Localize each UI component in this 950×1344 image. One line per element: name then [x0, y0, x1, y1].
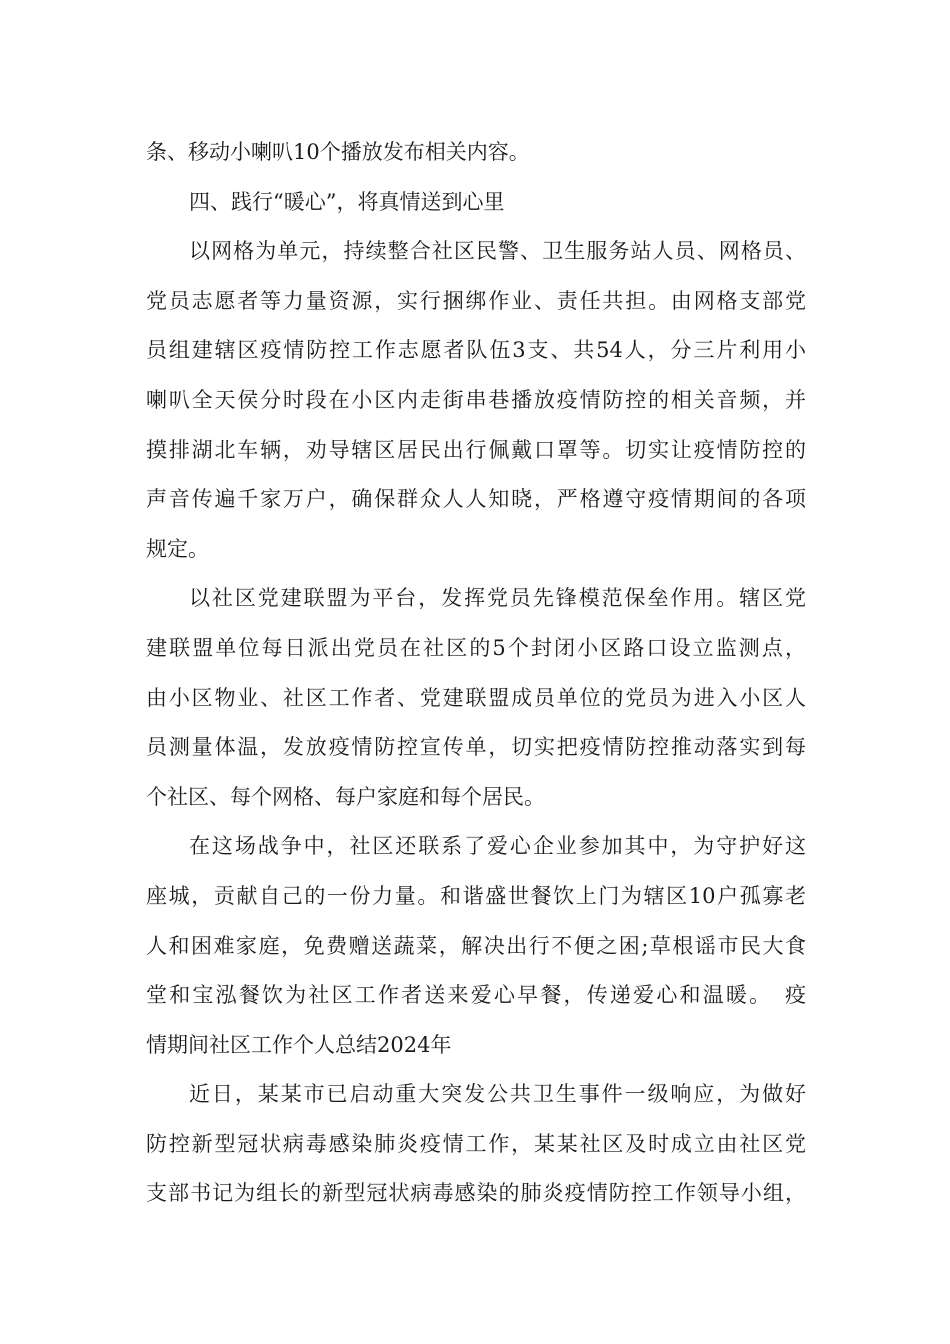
text-line: 以网格为单元，持续整合社区民警、卫生服务站人员、网格员、 — [189, 239, 806, 264]
text-line: 支部书记为组长的新型冠状病毒感染的肺炎疫情防控工作领导小组， — [146, 1181, 806, 1206]
text-line: 党员志愿者等力量资源，实行捆绑作业、责任共担。由网格支部党 — [146, 288, 806, 313]
text-line: 人和困难家庭，免费赠送蔬菜，解决出行不便之困;草根谣市民大食 — [146, 933, 806, 958]
text-line: 座城，贡献自己的一份力量。和谐盛世餐饮上门为辖区10户孤寡老 — [146, 883, 806, 908]
text-line: 条、移动小喇叭10个播放发布相关内容。 — [146, 140, 530, 164]
text-line: 堂和宝泓餐饮为社区工作者送来爱心早餐，传递爱心和温暖。 疫 — [146, 983, 806, 1008]
text-line: 个社区、每个网格、每户家庭和每个居民。 — [146, 784, 545, 809]
text-line: 建联盟单位每日派出党员在社区的5个封闭小区路口设立监测点， — [146, 635, 806, 660]
text-line: 防控新型冠状病毒感染肺炎疫情工作，某某社区及时成立由社区党 — [146, 1131, 806, 1156]
text-line: 近日，某某市已启动重大突发公共卫生事件一级响应，为做好 — [189, 1082, 806, 1107]
text-line: 员测量体温，发放疫情防控宣传单，切实把疫情防控推动落实到每 — [146, 735, 806, 760]
section-title: 情期间社区工作个人总结2024年 — [146, 1032, 452, 1057]
text-line: 在这场战争中，社区还联系了爱心企业参加其中，为守护好这 — [189, 834, 806, 859]
section-heading: 四、践行“暖心”，将真情送到心里 — [189, 189, 505, 214]
text-line: 由小区物业、社区工作者、党建联盟成员单位的党员为进入小区人 — [146, 685, 806, 710]
text-line: 员组建辖区疫情防控工作志愿者队伍3支、共54人，分三片利用小 — [146, 338, 806, 363]
text-line: 声音传遍千家万户，确保群众人人知晓，严格遵守疫情期间的各项 — [146, 487, 806, 512]
text-line: 喇叭全天侯分时段在小区内走街串巷播放疫情防控的相关音频，并 — [146, 387, 806, 412]
body-text — [146, 128, 806, 1219]
text-line: 摸排湖北车辆，劝导辖区居民出行佩戴口罩等。切实让疫情防控的 — [146, 437, 806, 462]
text-line: 规定。 — [146, 536, 209, 561]
text-line: 以社区党建联盟为平台，发挥党员先锋模范保垒作用。辖区党 — [189, 586, 806, 611]
